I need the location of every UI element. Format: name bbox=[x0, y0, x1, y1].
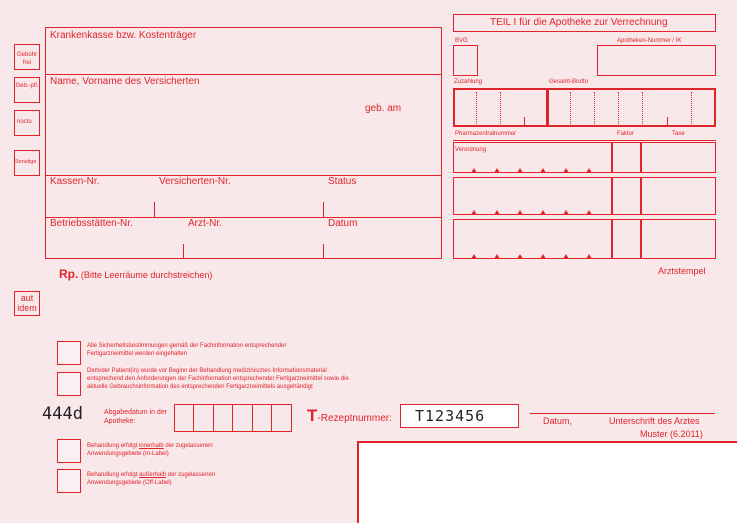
t-rezept-text: -Rezeptnummer: bbox=[317, 413, 392, 424]
check-off-label[interactable] bbox=[57, 469, 81, 493]
pzn-label: Pharmazentralnummer bbox=[455, 131, 517, 137]
code-text: 444d bbox=[42, 404, 83, 424]
krankenkasse-label: Krankenkasse bzw. Kostenträger bbox=[50, 30, 197, 41]
verordnung-row-3-taxe[interactable] bbox=[641, 219, 716, 259]
rp-bold: Rp. bbox=[59, 267, 79, 281]
apotheken-nr-box[interactable] bbox=[597, 45, 716, 76]
betriebsstaetten-nr-label: Betriebsstätten-Nr. bbox=[50, 218, 133, 229]
abgabe-label: Abgabedatum in der Apotheke: bbox=[104, 409, 168, 425]
versicherten-nr-label: Versicherten-Nr. bbox=[159, 176, 231, 187]
check-patient-info-text: Dem/der Patient(in) wurde vor Beginn der Behandlung medizinisches Informationsmaterial entsprechend den Anforderungen der Fachinformation entsprechender Fertigarzneimittel sowie die aktuelle Gebrauchsinformation des entsprechenden Fertigarzneimittels ausgehändigt bbox=[87, 368, 349, 390]
status-label: Status bbox=[328, 176, 357, 187]
blank-corner bbox=[357, 441, 737, 523]
abgabe-date-field[interactable] bbox=[174, 404, 292, 432]
verordnung-row-3-faktor[interactable] bbox=[612, 219, 641, 259]
verordnung-row-1-faktor[interactable] bbox=[612, 142, 641, 173]
verordnung-row-2-faktor[interactable] bbox=[612, 177, 641, 215]
taxe-label: Taxe bbox=[672, 131, 685, 137]
arzt-nr-label: Arzt-Nr. bbox=[188, 218, 222, 229]
footer-datum: Datum, bbox=[543, 416, 573, 426]
datum-label: Datum bbox=[328, 218, 358, 229]
verordnung-row-2-taxe[interactable] bbox=[641, 177, 716, 215]
check-off-label-text: Behandlung erfolgt außerhalb der zugelassenen Anwendungsgebiete (Off-Label) bbox=[87, 472, 216, 486]
footer-muster: Muster (6.2011) bbox=[640, 429, 703, 439]
sonstige-label: Sonstige bbox=[15, 159, 37, 165]
kassen-nr-label: Kassen-Nr. bbox=[50, 176, 100, 187]
footer-unterschrift: Unterschrift des Arztes bbox=[609, 416, 700, 426]
geb-am-label: geb. am bbox=[365, 103, 402, 114]
t-letter: T bbox=[307, 406, 318, 425]
check-sicherheit[interactable] bbox=[57, 341, 81, 365]
verordnung-row-1-taxe[interactable] bbox=[641, 142, 716, 173]
check-in-label[interactable] bbox=[57, 439, 81, 463]
aut-idem-label: aut idem bbox=[17, 293, 37, 313]
rp-text: (Bitte Leerräume durchstreichen) bbox=[80, 270, 213, 280]
gesamt-brutto-label: Gesamt-Brutto bbox=[549, 79, 589, 85]
name-label: Name, Vorname des Versicherten bbox=[50, 76, 200, 87]
t-rezept-value: T123456 bbox=[415, 407, 486, 425]
check-patient-info[interactable] bbox=[57, 372, 81, 396]
geb-pfl-label: Geb.-pfl. bbox=[15, 83, 39, 89]
noctu-label: noctu bbox=[17, 119, 32, 125]
check-sicherheit-text: Alle Sicherheitsbestimmungen gemäß der Fachinformation entsprechender Fertigarzneimittel werden eingehalten bbox=[87, 343, 287, 357]
zuzahlung-label: Zuzahlung bbox=[454, 79, 483, 85]
apotheke-title: TEIL I für die Apotheke zur Verrechnung bbox=[490, 17, 668, 28]
t-rezept-label bbox=[307, 407, 392, 424]
bvg-label: BVG bbox=[455, 38, 468, 44]
apotheken-nr-label: Apotheken-Nummer / IK bbox=[617, 38, 682, 44]
gebuehr-frei-label: Gebühr frei bbox=[16, 52, 37, 66]
verordnung-label: Verordnung bbox=[455, 147, 487, 153]
rp-line bbox=[59, 268, 212, 280]
faktor-label: Faktor bbox=[617, 131, 635, 137]
geb-pfl-box[interactable] bbox=[14, 77, 40, 103]
check-in-label-text: Behandlung erfolgt innerhalb der zugelassenen Anwendungsgebiete (In-Label) bbox=[87, 443, 213, 457]
arztstempel-label: Arztstempel bbox=[658, 266, 706, 276]
bvg-box[interactable] bbox=[453, 45, 478, 76]
verordnung-row-3-pzn[interactable] bbox=[453, 219, 612, 259]
